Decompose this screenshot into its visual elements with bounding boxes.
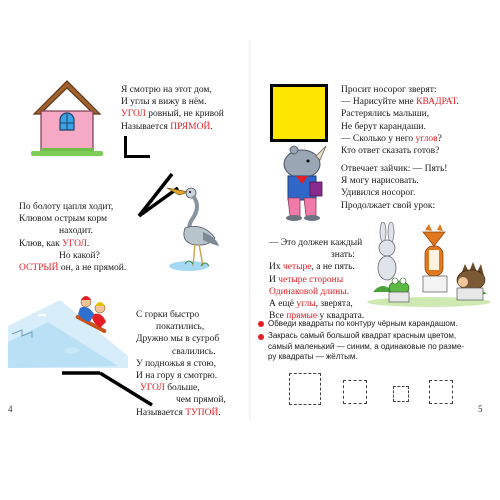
dashed-square-medium-2[interactable] bbox=[429, 380, 453, 404]
task-bullet-2 bbox=[258, 334, 264, 340]
book-gutter bbox=[249, 40, 251, 420]
animals-illustration bbox=[365, 222, 495, 308]
task-trace-squares: Обведи квадраты по контуру чёрным карандашом. bbox=[268, 319, 458, 328]
poem-acute-angle: По болоту цапля ходит, Клювом острым корм находит. Клюв, как УГОЛ. Но какой? ОСТРЫЙ он, а не прямой. bbox=[19, 202, 127, 274]
heron-illustration bbox=[157, 182, 227, 277]
poem-obtuse-angle: С горки быстро покатились, Дружно мы в сугроб свалились. У подножья я стою, И на гору я смотрю. УГОЛ больше, чем прямой, Называется ТУПОЙ. bbox=[136, 310, 226, 418]
yellow-square bbox=[270, 84, 328, 142]
task-color-squares: Закрась самый большой квадрат красным цветом, самый маленький — синим, а одинаковые по разме- ру квадраты — жёлтым. bbox=[268, 331, 464, 361]
rhino-illustration bbox=[270, 142, 336, 224]
dashed-square-small[interactable] bbox=[393, 386, 409, 402]
dashed-square-large[interactable] bbox=[289, 373, 321, 405]
dashed-square-medium-1[interactable] bbox=[343, 380, 367, 404]
poem-right-angle: Я смотрю на этот дом, И углы я вижу в нём. УГОЛ ровный, не кривой Называется ПРЯМОЙ. bbox=[121, 85, 224, 132]
poem-bunny-answer: Отвечает зайчик: — Пять! Я могу нарисовать. Удивился носорог. Продолжает свой урок: bbox=[341, 164, 448, 211]
right-angle-horizontal bbox=[124, 155, 150, 158]
house-illustration bbox=[30, 78, 104, 158]
task-bullet-1 bbox=[258, 321, 264, 327]
poem-square-lesson: — Это должен каждый знать: Их четыре, а не пять. И четыре стороны Одинаковой длины. А ещё углы, зверята, Все прямые у квадрата. bbox=[269, 238, 365, 322]
sledding-illustration bbox=[8, 286, 132, 368]
poem-square-request: Просит носорог зверят: — Нарисуйте мне КВАДРАТ. Растерялись малыши, Не берут карандаши. — Сколько у него углов? Кто ответ сказать готов? bbox=[341, 85, 459, 157]
page-number-left: 4 bbox=[8, 404, 13, 414]
page-number-right: 5 bbox=[478, 404, 483, 414]
